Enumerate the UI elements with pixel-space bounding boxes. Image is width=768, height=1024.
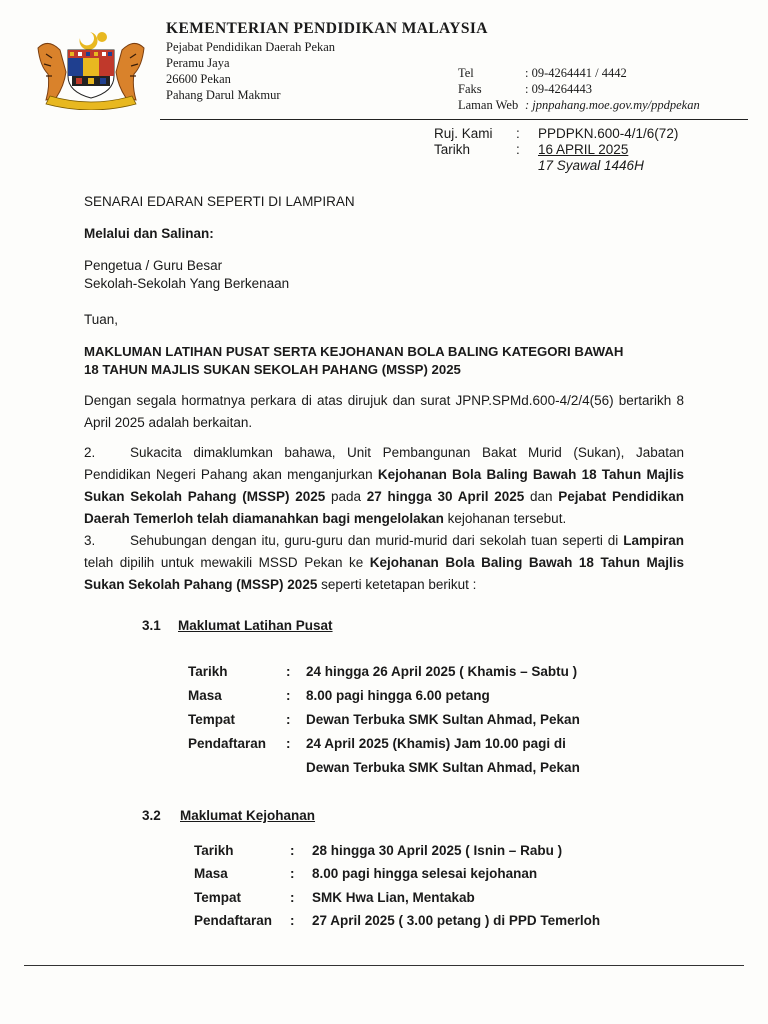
detail-label: Pendaftaran [194, 913, 273, 928]
paragraph-bold: 27 hingga 30 April 2025 [366, 489, 525, 504]
address-line: Pejabat Pendidikan Daerah Pekan [166, 40, 336, 54]
section-title: Maklumat Kejohanan [180, 808, 316, 823]
detail-label: Tempat [194, 890, 242, 905]
section-number: 3.1 [142, 618, 161, 633]
detail-value: 24 April 2025 (Khamis) Jam 10.00 pagi di [306, 736, 566, 751]
paragraph-3 [84, 530, 684, 596]
via-copy-heading: Melalui dan Salinan: [84, 226, 214, 241]
fax-label: Faks [458, 82, 482, 96]
detail-sep: : [290, 843, 295, 858]
subject-line: 18 TAHUN MAJLIS SUKAN SEKOLAH PAHANG (MSSP) 2025 [84, 362, 461, 377]
website-label: Laman Web [458, 98, 519, 112]
cc-recipient: Sekolah-Sekolah Yang Berkenaan [84, 276, 290, 291]
date-sep: : [516, 142, 520, 157]
detail-value: 28 hingga 30 April 2025 ( Isnin – Rabu ) [312, 843, 563, 858]
ref-label: Ruj. Kami [434, 126, 493, 141]
hijri-date: 17 Syawal 1446H [538, 158, 644, 173]
footer-divider [24, 965, 744, 966]
detail-sep: : [286, 664, 291, 679]
paragraph-text: Sehubungan dengan itu, guru-guru dan murid-murid dari sekolah tuan seperti di [130, 533, 624, 548]
address-line: 26600 Pekan [166, 72, 231, 86]
distribution-list: SENARAI EDARAN SEPERTI DI LAMPIRAN [84, 194, 355, 209]
paragraph-text: pada [325, 489, 367, 504]
detail-value: SMK Hwa Lian, Mentakab [312, 890, 475, 905]
address-line: Pahang Darul Makmur [166, 88, 281, 102]
detail-sep: : [286, 712, 291, 727]
ref-sep: : [516, 126, 520, 141]
detail-value: 8.00 pagi hingga selesai kejohanan [312, 866, 538, 881]
paragraph-bold: Pejabat Pendidikan Daerah Temerloh telah diamanahkan bagi mengelolakan [84, 489, 684, 526]
paragraph-2 [84, 442, 684, 530]
tel-value: : 09-4264441 / 4442 [525, 66, 627, 80]
detail-label: Tarikh [194, 843, 234, 858]
detail-sep: : [290, 866, 295, 881]
ref-number: PPDPKN.600-4/1/6(72) [538, 126, 679, 141]
address-line: Peramu Jaya [166, 56, 230, 70]
detail-value: 8.00 pagi hingga 6.00 petang [306, 688, 490, 703]
website-link[interactable]: : jpnpahang.moe.gov.my/ppdpekan [525, 98, 700, 112]
detail-value: Dewan Terbuka SMK Sultan Ahmad, Pekan [306, 760, 580, 775]
detail-value: 27 April 2025 ( 3.00 petang ) di PPD Temerloh [312, 913, 601, 928]
detail-value: 24 hingga 26 April 2025 ( Khamis – Sabtu ) [306, 664, 578, 679]
fax-value: : 09-4264443 [525, 82, 593, 96]
subject-line: MAKLUMAN LATIHAN PUSAT SERTA KEJOHANAN BOLA BALING KATEGORI BAWAH [84, 344, 624, 359]
paragraph-text: seperti ketetapan berikut : [317, 577, 477, 592]
tel-label: Tel [458, 66, 474, 80]
date-label: Tarikh [434, 142, 471, 157]
paragraph-1 [84, 390, 684, 434]
detail-sep: : [286, 688, 291, 703]
detail-label: Masa [194, 866, 228, 881]
paragraph-text: Dengan segala hormatnya perkara di atas dirujuk dan surat JPNP.SPMd.600-4/2/4(56) bertarikh 8 April 2025 adalah berkaitan. [84, 393, 684, 430]
detail-label: Pendaftaran [188, 736, 267, 751]
paragraph-bold: Kejohanan Bola Baling Bawah 18 Tahun Majlis Sukan Sekolah Pahang (MSSP) 2025 [84, 555, 684, 592]
detail-label: Tempat [188, 712, 236, 727]
detail-label: Masa [188, 688, 222, 703]
detail-sep: : [290, 890, 295, 905]
paragraph-number: 3. [84, 533, 96, 548]
date-value: 16 APRIL 2025 [538, 142, 629, 157]
coat-of-arms-logo [32, 28, 150, 110]
header-divider [160, 119, 748, 120]
paragraph-text: dan [524, 489, 559, 504]
paragraph-text: Sukacita dimaklumkan bahawa, Unit Pembangunan Bakat Murid (Sukan), Jabatan Pendidikan Negeri Pahang akan menganjurkan [84, 445, 684, 482]
section-title: Maklumat Latihan Pusat [178, 618, 333, 633]
paragraph-text: telah dipilih untuk mewakili MSSD Pekan ke [84, 555, 370, 570]
detail-sep: : [286, 736, 291, 751]
paragraph-text: kejohanan tersebut. [443, 511, 567, 526]
paragraph-bold: Kejohanan Bola Baling Bawah 18 Tahun Majlis Sukan Sekolah Pahang (MSSP) 2025 [84, 467, 684, 504]
detail-label: Tarikh [188, 664, 228, 679]
detail-sep: : [290, 913, 295, 928]
section-number: 3.2 [142, 808, 161, 823]
ministry-name: KEMENTERIAN PENDIDIKAN MALAYSIA [166, 20, 488, 37]
cc-recipient: Pengetua / Guru Besar [84, 258, 223, 273]
detail-value: Dewan Terbuka SMK Sultan Ahmad, Pekan [306, 712, 580, 727]
paragraph-bold: Lampiran [623, 533, 684, 548]
paragraph-number: 2. [84, 445, 96, 460]
salutation: Tuan, [84, 312, 119, 327]
